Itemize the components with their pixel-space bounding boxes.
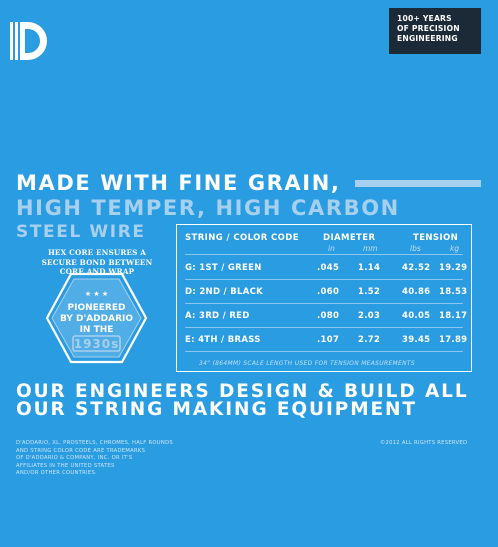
badge-line: 100+ YEARS — [397, 14, 452, 23]
row-kg: 19.29 — [439, 263, 468, 273]
table-divider — [185, 351, 463, 352]
row-string: A: 3RD / RED — [185, 311, 250, 321]
headline-line-2: HIGH TEMPER, HIGH CARBON — [16, 196, 400, 220]
headline-line-3: STEEL WIRE — [16, 222, 146, 242]
headline-accent-bar — [355, 180, 481, 187]
row-lbs: 42.52 — [402, 263, 431, 273]
col-header-string: STRING / COLOR CODE — [185, 233, 299, 243]
row-lbs: 39.45 — [402, 335, 431, 345]
daddario-d-logo-icon — [10, 20, 50, 62]
row-string: G: 1ST / GREEN — [185, 263, 262, 273]
table-divider — [185, 254, 463, 255]
col-header-diameter: DIAMETER — [323, 233, 376, 243]
seal-line-1: PIONEERED — [67, 303, 126, 313]
pioneered-seal-hexagon — [45, 272, 148, 364]
seal-line-3: IN THE — [79, 325, 114, 335]
badge-line: ENGINEERING — [397, 34, 458, 43]
copyright-notice: ©2012 ALL RIGHTS RESERVED — [380, 440, 468, 446]
unit-mm: mm — [363, 244, 378, 253]
hex-note-line: CORE AND WRAP — [59, 267, 135, 276]
legal-line: AND/OR OTHER COUNTRIES. — [16, 470, 97, 477]
row-string: E: 4TH / BRASS — [185, 335, 261, 345]
badge-line: OF PRECISION — [397, 24, 460, 33]
legal-line: AFFILIATES IN THE UNITED STATES — [16, 462, 115, 469]
string-spec-table — [176, 224, 472, 372]
trademark-notice — [16, 440, 216, 478]
seal-stars: ★ ★ ★ — [84, 290, 109, 298]
row-in: .060 — [317, 287, 340, 297]
row-string: D: 2ND / BLACK — [185, 287, 264, 297]
row-lbs: 40.86 — [402, 287, 431, 297]
legal-line: OF D'ADDARIO & COMPANY, INC. OR IT'S — [16, 455, 133, 462]
precision-engineering-badge — [389, 8, 481, 54]
row-mm: 1.14 — [358, 263, 381, 273]
row-in: .045 — [317, 263, 340, 273]
row-in: .107 — [317, 335, 340, 345]
table-divider — [185, 327, 463, 328]
seal-decade: 1930s — [73, 337, 120, 351]
scale-length-footnote: 34" (864MM) SCALE LENGTH USED FOR TENSION MEASUREMENTS — [199, 360, 415, 367]
table-divider — [185, 303, 463, 304]
row-kg: 18.17 — [439, 311, 468, 321]
row-lbs: 40.05 — [402, 311, 431, 321]
slogan-line-2: OUR STRING MAKING EQUIPMENT — [16, 399, 417, 420]
legal-line: D'ADDARIO, XL, PROSTEELS, CHROMES, HALF ROUNDS — [16, 440, 173, 446]
row-in: .080 — [317, 311, 340, 321]
headline-line-1: MADE WITH FINE GRAIN, — [16, 171, 341, 195]
row-kg: 18.53 — [439, 287, 468, 297]
row-kg: 17.89 — [439, 335, 468, 345]
row-mm: 1.52 — [358, 287, 381, 297]
hex-note-line: SECURE BOND BETWEEN — [41, 257, 153, 267]
slogan-line-1: OUR ENGINEERS DESIGN & BUILD ALL — [16, 381, 469, 402]
unit-in: in — [328, 244, 335, 253]
row-mm: 2.03 — [358, 311, 381, 321]
unit-lbs: lbs — [410, 244, 421, 253]
unit-kg: kg — [450, 244, 460, 253]
row-mm: 2.72 — [358, 335, 381, 345]
col-header-tension: TENSION — [413, 233, 459, 243]
table-divider — [185, 279, 463, 280]
hex-note-line: HEX CORE ENSURES A — [47, 248, 147, 257]
seal-line-2: BY D'ADDARIO — [59, 314, 134, 324]
legal-line: AND STRING COLOR CODE ARE TRADEMARKS — [16, 447, 146, 454]
